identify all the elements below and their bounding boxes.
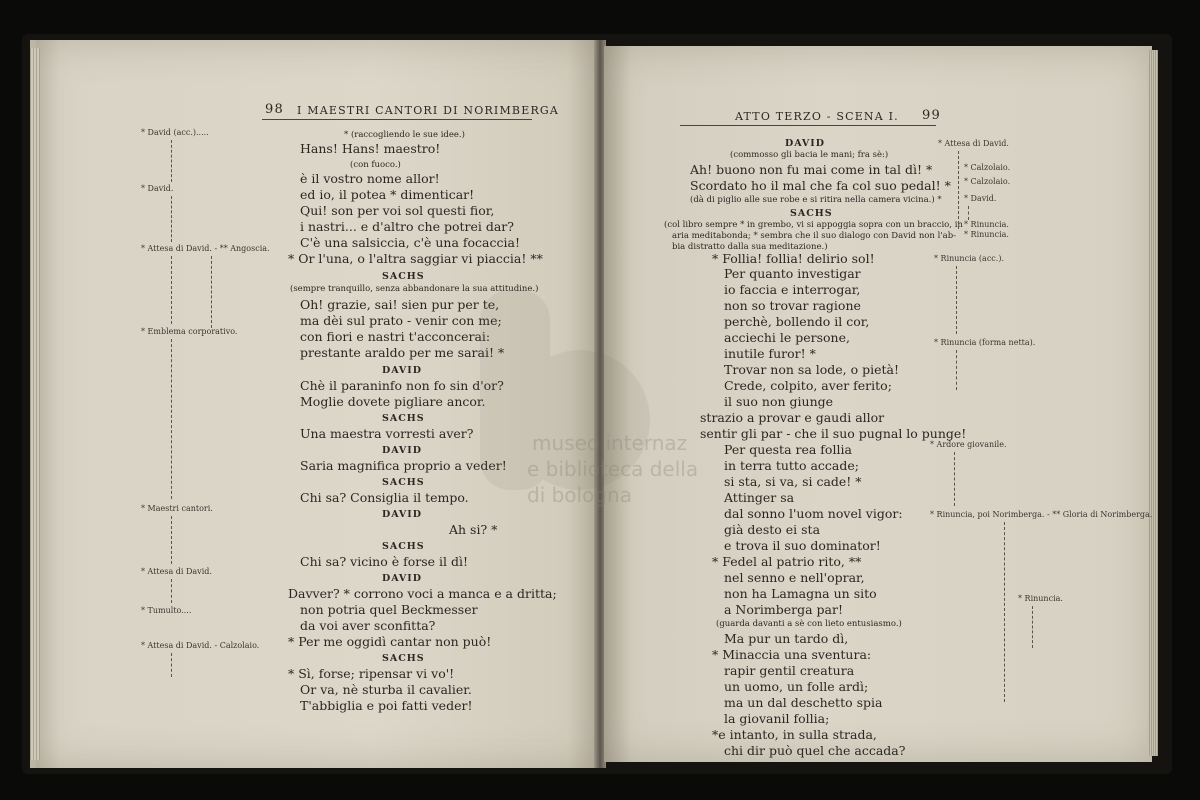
- margin-note: * Ardore giovanile.: [930, 440, 1007, 449]
- header-rule: [680, 125, 936, 126]
- header-rule: [262, 119, 532, 120]
- verse-line: nel senno e nell'oprar,: [724, 570, 865, 585]
- verse-line: io faccia e interrogar,: [724, 282, 861, 297]
- verse-line: da voi aver sconfitta?: [300, 618, 436, 633]
- margin-note: * Attesa di David.: [141, 567, 212, 576]
- annotation-brace: [171, 579, 175, 603]
- right-page-number: 99: [922, 108, 941, 123]
- verse-line: strazio a provar e gaudi allor: [700, 410, 885, 425]
- verse-line: Qui! son per voi sol questi fior,: [300, 203, 495, 218]
- margin-note: * David (acc.).....: [141, 128, 209, 137]
- margin-note: * Calzolaio.: [964, 163, 1011, 172]
- annotation-brace: [956, 350, 960, 390]
- margin-note: * Calzolaio.: [964, 177, 1011, 186]
- verse-line: i nastri... e d'altro che potrei dar?: [300, 219, 514, 234]
- verse-line: Ah! buono non fu mai come in tal dì! *: [690, 162, 933, 177]
- verse-line: la giovanil follia;: [724, 711, 830, 726]
- verse-line: acciechi le persone,: [724, 330, 850, 345]
- verse-line: non ha Lamagna un sito: [724, 586, 877, 601]
- verse-line: inutile furor! *: [724, 346, 816, 361]
- margin-note: * Attesa di David. - ** Angoscia.: [141, 244, 270, 253]
- verse-line: Davver? * corrono voci a manca e a dritta;: [288, 586, 557, 601]
- left-page-number: 98: [265, 102, 284, 117]
- verse-line: ed io, il potea * dimenticar!: [300, 187, 475, 202]
- verse-line: Hans! Hans! maestro!: [300, 141, 441, 156]
- verse-line: sentir gli par - che il suo pugnal lo punge!: [700, 426, 967, 441]
- annotation-brace: [171, 140, 175, 182]
- annotation-brace: [211, 256, 215, 328]
- verse-line: Crede, colpito, aver ferito;: [724, 378, 892, 393]
- speaker-name: SACHS: [382, 541, 425, 552]
- verse-line: non potria quel Beckmesser: [300, 602, 478, 617]
- verse-line: con fiori e nastri t'acconcerai:: [300, 329, 491, 344]
- stage-direction: (sempre tranquillo, senza abbandonare la sua attitudine.): [290, 284, 539, 294]
- verse-line: Scordato ho il mal che fa col suo pedal! *: [690, 178, 951, 193]
- verse-line: Oh! grazie, sai! sien pur per te,: [300, 297, 500, 312]
- margin-note: * Emblema corporativo.: [141, 327, 238, 336]
- annotation-brace: [171, 653, 175, 677]
- margin-note: * Rinuncia.: [964, 220, 1009, 229]
- speaker-name: DAVID: [382, 509, 422, 520]
- annotation-brace: [171, 196, 175, 242]
- verse-line: chi dir può quel che accada?: [724, 743, 906, 758]
- margin-note: * David.: [141, 184, 174, 193]
- verse-line: Ah si? *: [449, 522, 498, 537]
- stage-direction: * (raccogliendo le sue idee.): [344, 130, 465, 140]
- verse-line: già desto ei sta: [724, 522, 821, 537]
- verse-line: perchè, bollendo il cor,: [724, 314, 870, 329]
- stage-direction: bia distratto dalla sua meditazione.): [672, 242, 828, 252]
- annotation-brace: [958, 151, 962, 229]
- verse-line: * Follia! follia! delirio sol!: [712, 251, 875, 266]
- verse-line: Per quanto investigar: [724, 266, 861, 281]
- annotation-brace: [1004, 522, 1008, 702]
- verse-line: Ma pur un tardo dì,: [724, 631, 849, 646]
- speaker-name: DAVID: [382, 365, 422, 376]
- verse-line: * Sì, forse; ripensar vi vo'!: [288, 666, 455, 681]
- verse-line: a Norimberga par!: [724, 602, 843, 617]
- speaker-name: DAVID: [382, 573, 422, 584]
- stage-direction: (col libro sempre * in grembo, vi si appoggia sopra con un braccio, in: [664, 220, 963, 230]
- stage-direction: (guarda davanti a sè con lieto entusiasmo.): [716, 619, 902, 629]
- stage-direction: (con fuoco.): [350, 160, 401, 170]
- verse-line: ma dèi sul prato - venir con me;: [300, 313, 502, 328]
- annotation-brace: [968, 206, 972, 220]
- speaker-name: DAVID: [785, 138, 825, 149]
- annotation-brace: [1032, 606, 1036, 648]
- watermark-text: museo internaz: [532, 431, 688, 455]
- verse-line: Per questa rea follia: [724, 442, 852, 457]
- verse-line: C'è una salsiccia, c'è una focaccia!: [300, 235, 520, 250]
- verse-line: * Per me oggidì cantar non può!: [288, 634, 492, 649]
- verse-line: Chi sa? vicino è forse il dì!: [300, 554, 469, 569]
- verse-line: Chi sa? Consiglia il tempo.: [300, 490, 469, 505]
- margin-note: * Attesa di David.: [938, 139, 1009, 148]
- verse-line: Chè il paraninfo non fo sin d'or?: [300, 378, 504, 393]
- verse-line: Moglie dovete pigliare ancor.: [300, 394, 486, 409]
- watermark-text: e biblioteca della: [527, 457, 699, 481]
- stage-direction: aria meditabonda; * sembra che il suo dialogo con David non l'ab-: [672, 231, 957, 241]
- verse-line: il suo non giunge: [724, 394, 834, 409]
- verse-line: un uomo, un folle ardì;: [724, 679, 869, 694]
- annotation-brace: [956, 266, 960, 334]
- verse-line: Or va, nè sturba il cavalier.: [300, 682, 472, 697]
- annotation-brace: [171, 339, 175, 499]
- verse-line: *e intanto, in sulla strada,: [712, 727, 877, 742]
- verse-line: si sta, si va, si cade! *: [724, 474, 862, 489]
- margin-note: * Tumulto....: [141, 606, 192, 615]
- speaker-name: SACHS: [382, 271, 425, 282]
- verse-line: * Minaccia una sventura:: [712, 647, 872, 662]
- annotation-brace: [954, 452, 958, 506]
- verse-line: è il vostro nome allor!: [300, 171, 440, 186]
- verse-line: * Or l'una, o l'altra saggiar vi piaccia! **: [288, 251, 543, 266]
- verse-line: Saria magnifica proprio a veder!: [300, 458, 507, 473]
- speaker-name: SACHS: [382, 477, 425, 488]
- verse-line: prestante araldo per me sarai! *: [300, 345, 505, 360]
- annotation-brace: [171, 256, 175, 324]
- verse-line: T'abbiglia e poi fatti veder!: [300, 698, 473, 713]
- page-edges: [1148, 50, 1158, 756]
- verse-line: non so trovar ragione: [724, 298, 861, 313]
- left-running-head: I MAESTRI CANTORI DI NORIMBERGA: [297, 104, 560, 117]
- margin-note: * Rinuncia (forma netta).: [934, 338, 1036, 347]
- verse-line: ma un dal deschetto spia: [724, 695, 883, 710]
- speaker-name: SACHS: [382, 653, 425, 664]
- verse-line: Una maestra vorresti aver?: [300, 426, 474, 441]
- margin-note: * Rinuncia.: [964, 230, 1009, 239]
- margin-note: * Maestri cantori.: [141, 504, 213, 513]
- margin-note: * David.: [964, 194, 997, 203]
- watermark-text: di bologna: [527, 483, 632, 507]
- stage-direction: (commosso gli bacia le mani; fra sè:): [730, 150, 889, 160]
- margin-note: * Rinuncia (acc.).: [934, 254, 1004, 263]
- verse-line: dal sonno l'uom novel vigor:: [724, 506, 903, 521]
- speaker-name: SACHS: [790, 208, 833, 219]
- verse-line: Trovar non sa lode, o pietà!: [724, 362, 900, 377]
- verse-line: rapir gentil creatura: [724, 663, 855, 678]
- right-running-head: ATTO TERZO - SCENA I.: [735, 110, 899, 123]
- stage-direction: (dà di piglio alle sue robe e si ritira nella camera vicina.) *: [690, 195, 942, 205]
- speaker-name: SACHS: [382, 413, 425, 424]
- verse-line: e trova il suo dominator!: [724, 538, 881, 553]
- verse-line: in terra tutto accade;: [724, 458, 859, 473]
- page-edges: [30, 48, 40, 760]
- margin-note: * Attesa di David. - Calzolaio.: [141, 641, 260, 650]
- verse-line: Attinger sa: [724, 490, 795, 505]
- margin-note: * Rinuncia, poi Norimberga. - ** Gloria di Norimberga.: [930, 510, 1153, 519]
- speaker-name: DAVID: [382, 445, 422, 456]
- annotation-brace: [171, 516, 175, 564]
- verse-line: * Fedel al patrio rito, **: [712, 554, 862, 569]
- margin-note: * Rinuncia.: [1018, 594, 1063, 603]
